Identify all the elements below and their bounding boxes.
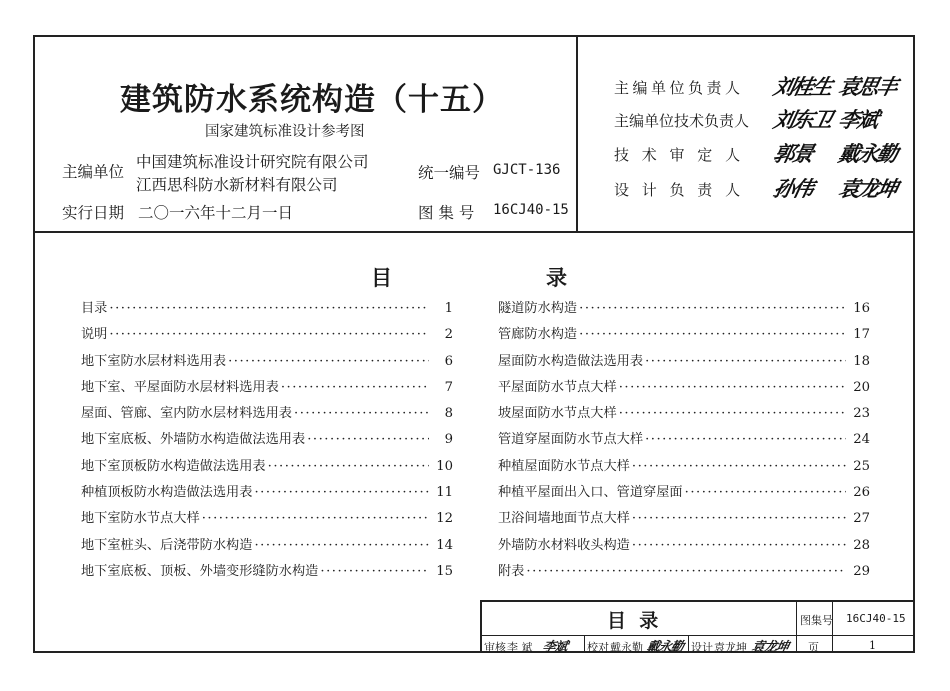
- toc-entry-title: 卫浴间墙地面节点大样: [498, 511, 630, 527]
- title-block-atlas-no: 16CJ40-15: [846, 612, 906, 625]
- dot-leader: [619, 380, 846, 395]
- toc-left-column: [81, 297, 453, 586]
- toc-entry-page: 24: [853, 432, 870, 448]
- editor-unit-label: 主编单位: [62, 163, 125, 181]
- dot-leader: [579, 327, 846, 342]
- toc-entry-title: 种植屋面防水节点大样: [498, 458, 630, 474]
- toc-entry-title: 地下室桩头、后浇带防水构造: [81, 537, 253, 553]
- toc-entry-page: 28: [853, 537, 870, 553]
- toc-entry-page: 16: [853, 301, 870, 316]
- title-block-divider: [796, 600, 797, 653]
- dot-leader: [632, 538, 846, 553]
- review-label: 审核: [484, 641, 506, 654]
- header-column-divider: [576, 35, 578, 232]
- signature: 袁思丰: [836, 74, 899, 99]
- toc-entry-title: 坡屋面防水节点大样: [498, 406, 617, 422]
- toc-entry-title: 平屋面防水节点大样: [498, 379, 617, 395]
- toc-entry[interactable]: [498, 534, 870, 560]
- toc-entry[interactable]: [81, 376, 453, 402]
- toc-entry-page: 7: [444, 379, 453, 395]
- atlas-no-label: 图 集 号: [418, 204, 475, 222]
- toc-entry[interactable]: [81, 297, 453, 323]
- toc-entry-page: 27: [853, 511, 870, 527]
- dot-leader: [632, 511, 846, 526]
- toc-entry-title: 管廊防水构造: [498, 327, 578, 343]
- toc-entry[interactable]: [498, 402, 870, 428]
- toc-entry-page: 25: [853, 458, 870, 474]
- dot-leader: [320, 564, 429, 579]
- toc-heading-right: 录: [546, 265, 567, 290]
- toc-entry[interactable]: [81, 350, 453, 376]
- atlas-no: 16CJ40-15: [493, 202, 569, 218]
- toc-entry-page: 6: [444, 353, 453, 369]
- toc-entry[interactable]: [81, 402, 453, 428]
- title-block-divider: [688, 636, 689, 653]
- dot-leader: [526, 564, 846, 579]
- responsible-row: [614, 107, 899, 137]
- design-name: 袁龙坤: [714, 641, 747, 654]
- title-block-drawing-title: 目 录: [607, 610, 659, 632]
- signature: 袁龙坤: [836, 176, 899, 201]
- effective-date-label: 实行日期: [62, 204, 125, 222]
- signature: 戴永勤: [836, 141, 899, 166]
- dot-leader: [109, 327, 429, 342]
- toc-entry-title: 地下室防水层材料选用表: [81, 353, 227, 369]
- responsible-row: [614, 74, 899, 104]
- toc-right-column: [498, 297, 870, 586]
- dot-leader: [645, 354, 846, 369]
- title-block-divider: [584, 636, 585, 653]
- dot-leader: [294, 406, 429, 421]
- dot-leader: [109, 301, 429, 316]
- toc-entry[interactable]: [498, 428, 870, 454]
- effective-date: 二〇一六年十二月一日: [138, 204, 294, 222]
- responsible-label: 设 计 负 责 人: [614, 181, 745, 199]
- toc-entry[interactable]: [498, 376, 870, 402]
- toc-entry-page: 14: [436, 537, 453, 553]
- dot-leader: [228, 354, 429, 369]
- toc-entry-page: 11: [436, 485, 453, 501]
- dot-leader: [307, 432, 429, 447]
- toc-entry-title: 说明: [81, 327, 108, 343]
- title-block-left-border: [480, 600, 482, 653]
- header-divider: [33, 231, 915, 233]
- toc-entry-page: 20: [853, 379, 870, 395]
- title-block-page: 1: [869, 639, 876, 652]
- title-block-page-label: 页: [808, 641, 819, 654]
- dot-leader: [281, 380, 429, 395]
- toc-entry-title: 地下室顶板防水构造做法选用表: [81, 458, 266, 474]
- toc-entry-title: 隧道防水构造: [498, 301, 578, 316]
- toc-entry-title: 外墙防水材料收头构造: [498, 537, 630, 553]
- toc-entry[interactable]: [81, 534, 453, 560]
- toc-entry-page: 9: [444, 432, 453, 448]
- dot-leader: [645, 432, 846, 447]
- check-label: 校对: [587, 641, 609, 654]
- toc-entry[interactable]: [498, 455, 870, 481]
- toc-entry[interactable]: [498, 481, 870, 507]
- review-signature: 李斌: [540, 640, 569, 655]
- title-block-atlas-label: 图集号: [800, 614, 833, 627]
- toc-entry[interactable]: [498, 323, 870, 349]
- dot-leader: [619, 406, 846, 421]
- title-block-top-border: [481, 600, 915, 602]
- toc-entry-page: 26: [853, 485, 870, 501]
- toc-entry-page: 17: [853, 327, 870, 343]
- toc-entry-title: 种植平屋面出入口、管道穿屋面: [498, 485, 683, 501]
- signature: 刘东卫: [771, 107, 834, 132]
- toc-entry-page: 18: [853, 353, 870, 369]
- check-name: 戴永勤: [610, 641, 643, 654]
- toc-entry-title: 地下室防水节点大样: [81, 511, 200, 527]
- toc-entry[interactable]: [498, 507, 870, 533]
- toc-entry-page: 23: [853, 406, 870, 422]
- toc-entry-title: 地下室底板、顶板、外墙变形缝防水构造: [81, 563, 319, 579]
- toc-entry[interactable]: [81, 507, 453, 533]
- unified-no-label: 统一编号: [418, 164, 481, 182]
- toc-entry-title: 地下室、平屋面防水层材料选用表: [81, 379, 279, 395]
- check-signature: 戴永勤: [644, 640, 685, 655]
- editor-unit-2: 江西思科防水新材料有限公司: [136, 176, 338, 194]
- review-name: 李 斌: [507, 641, 533, 654]
- toc-entry-title: 管道穿屋面防水节点大样: [498, 432, 644, 448]
- atlas-title: 建筑防水系统构造（十五）: [120, 82, 504, 118]
- design-label: 设计: [691, 641, 713, 654]
- toc-entry-title: 屋面防水构造做法选用表: [498, 353, 644, 369]
- toc-entry-title: 地下室底板、外墙防水构造做法选用表: [81, 432, 306, 448]
- toc-entry-page: 8: [444, 406, 453, 422]
- toc-entry-page: 12: [436, 511, 453, 527]
- toc-entry[interactable]: [81, 323, 453, 349]
- dot-leader: [254, 485, 429, 500]
- toc-entry[interactable]: [81, 455, 453, 481]
- toc-entry-title: 目录: [81, 301, 108, 316]
- design-signature: 袁龙坤: [749, 640, 790, 655]
- toc-entry[interactable]: [498, 560, 870, 586]
- dot-leader: [685, 485, 846, 500]
- signature: 孙伟: [771, 176, 815, 201]
- toc-entry[interactable]: [498, 297, 870, 323]
- toc-entry[interactable]: [81, 428, 453, 454]
- toc-entry[interactable]: [81, 481, 453, 507]
- toc-entry-title: 附表: [498, 563, 525, 579]
- responsible-label: 主编单位负责人: [614, 79, 744, 97]
- toc-entry-page: 15: [436, 563, 453, 579]
- toc-entry-page: 29: [853, 563, 870, 579]
- dot-leader: [632, 459, 846, 474]
- toc-entry-page: 10: [436, 458, 453, 474]
- signature: 李斌: [836, 107, 880, 132]
- dot-leader: [202, 511, 429, 526]
- responsible-row: [614, 176, 899, 206]
- toc-entry[interactable]: [81, 560, 453, 586]
- signature: 刘桂生: [771, 74, 834, 99]
- toc-entry-title: 种植顶板防水构造做法选用表: [81, 485, 253, 501]
- editor-unit-1: 中国建筑标准设计研究院有限公司: [136, 153, 369, 171]
- toc-entry[interactable]: [498, 350, 870, 376]
- unified-no: GJCT-136: [493, 162, 561, 178]
- atlas-subtitle: 国家建筑标准设计参考图: [205, 124, 365, 140]
- dot-leader: [579, 301, 846, 316]
- toc-entry-page: 2: [444, 327, 453, 343]
- responsible-row: [614, 141, 899, 171]
- dot-leader: [268, 459, 429, 474]
- toc-entry-title: 屋面、管廊、室内防水层材料选用表: [81, 406, 292, 422]
- responsible-label: 主编单位技术负责人: [614, 112, 750, 130]
- dot-leader: [254, 538, 429, 553]
- signature: 郭景: [771, 141, 815, 166]
- responsible-label: 技 术 审 定 人: [614, 146, 745, 164]
- toc-heading-left: 目: [371, 265, 392, 290]
- toc-entry-page: 1: [444, 301, 453, 316]
